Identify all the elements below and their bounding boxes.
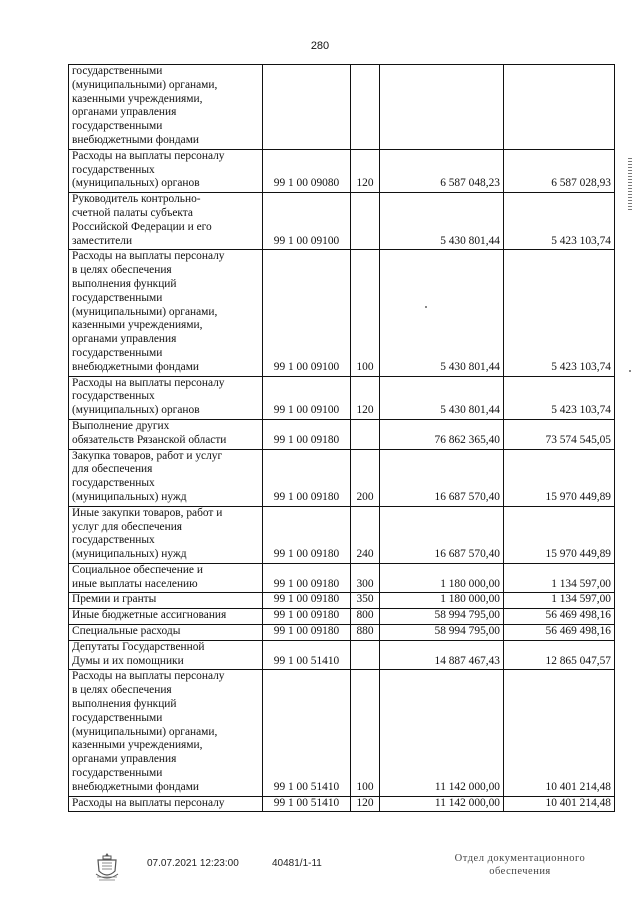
expense-name-cell: Расходы на выплаты персоналу в целях обеспечения выполнения функций государственными (муниципальными) органами, казенными учреждениями, органами управления государственными внебюджетными фондами [69,670,263,796]
planned-amount-cell: 11 142 000,00 [380,796,504,812]
planned-amount-cell: 5 430 801,44 [380,193,504,250]
expense-name-cell: Депутаты Государственной Думы и их помощники [69,640,263,670]
planned-amount-cell: 58 994 795,00 [380,609,504,625]
scan-speck [629,370,631,372]
expense-type-cell [351,640,380,670]
expense-name-cell: Социальное обеспечение и иные выплаты населению [69,563,263,593]
executed-amount-cell: 56 469 498,16 [504,625,615,641]
table-row [69,149,615,192]
expense-type-cell [351,193,380,250]
planned-amount-cell: 16 687 570,40 [380,449,504,506]
planned-amount-cell: 16 687 570,40 [380,506,504,563]
expense-type-cell: 100 [351,670,380,796]
executed-amount-cell: 5 423 103,74 [504,376,615,419]
executed-amount-cell: 12 865 047,57 [504,640,615,670]
executed-amount-cell [504,65,615,150]
table-row [69,625,615,641]
table-row [69,796,615,812]
table-row [69,609,615,625]
executed-amount-cell: 5 423 103,74 [504,193,615,250]
table-row [69,506,615,563]
target-article-code-cell: 99 1 00 09080 [263,149,351,192]
expense-type-cell: 240 [351,506,380,563]
table-row [69,65,615,150]
planned-amount-cell: 58 994 795,00 [380,625,504,641]
expense-name-cell: Премии и гранты [69,593,263,609]
expense-name-cell: Иные бюджетные ассигнования [69,609,263,625]
executed-amount-cell: 73 574 545,05 [504,419,615,449]
expense-type-cell: 200 [351,449,380,506]
expense-type-cell: 880 [351,625,380,641]
budget-table [68,64,615,812]
expense-type-cell: 100 [351,250,380,376]
planned-amount-cell: 76 862 365,40 [380,419,504,449]
footer-department-stamp: Отдел документационного обеспечения [454,853,586,877]
target-article-code-cell: 99 1 00 09180 [263,506,351,563]
expense-name-cell: Специальные расходы [69,625,263,641]
expense-type-cell: 350 [351,593,380,609]
table-row [69,640,615,670]
target-article-code-cell: 99 1 00 09180 [263,609,351,625]
expense-type-cell: 120 [351,796,380,812]
table-row [69,593,615,609]
footer-datetime: 07.07.2021 12:23:00 [147,858,239,869]
expense-name-cell: Расходы на выплаты персоналу [69,796,263,812]
table-row [69,670,615,796]
target-article-code-cell: 99 1 00 09180 [263,593,351,609]
executed-amount-cell: 15 970 449,89 [504,506,615,563]
expense-type-cell: 120 [351,376,380,419]
executed-amount-cell: 56 469 498,16 [504,609,615,625]
target-article-code-cell [263,65,351,150]
expense-name-cell: Расходы на выплаты персоналу в целях обеспечения выполнения функций государственными (муниципальными) органами, казенными учреждениями, органами управления государственными внебюджетными фондами [69,250,263,376]
target-article-code-cell: 99 1 00 51410 [263,796,351,812]
planned-amount-cell: 5 430 801,44 [380,250,504,376]
expense-type-cell: 800 [351,609,380,625]
target-article-code-cell: 99 1 00 51410 [263,670,351,796]
expense-name-cell: Расходы на выплаты персоналу государственных (муниципальных) органов [69,376,263,419]
target-article-code-cell: 99 1 00 09180 [263,625,351,641]
expense-type-cell: 120 [351,149,380,192]
expense-name-cell: Иные закупки товаров, работ и услуг для обеспечения государственных (муниципальных) нужд [69,506,263,563]
planned-amount-cell: 14 887 467,43 [380,640,504,670]
planned-amount-cell: 11 142 000,00 [380,670,504,796]
page-number: 280 [310,40,330,52]
target-article-code-cell: 99 1 00 09100 [263,250,351,376]
planned-amount-cell: 1 180 000,00 [380,593,504,609]
table-row [69,193,615,250]
executed-amount-cell: 1 134 597,00 [504,593,615,609]
table-row [69,449,615,506]
executed-amount-cell: 6 587 028,93 [504,149,615,192]
executed-amount-cell: 5 423 103,74 [504,250,615,376]
planned-amount-cell: 6 587 048,23 [380,149,504,192]
target-article-code-cell: 99 1 00 09100 [263,376,351,419]
expense-name-cell: Закупка товаров, работ и услуг для обеспечения государственных (муниципальных) нужд [69,449,263,506]
expense-type-cell [351,419,380,449]
executed-amount-cell: 10 401 214,48 [504,796,615,812]
table-row [69,250,615,376]
executed-amount-cell: 1 134 597,00 [504,563,615,593]
expense-name-cell: Расходы на выплаты персоналу государственных (муниципальных) органов [69,149,263,192]
coat-of-arms-icon [94,852,120,882]
target-article-code-cell: 99 1 00 09100 [263,193,351,250]
footer-document-number: 40481/1-11 [272,858,322,869]
executed-amount-cell: 10 401 214,48 [504,670,615,796]
expense-type-cell: 300 [351,563,380,593]
expense-type-cell [351,65,380,150]
expense-name-cell: государственными (муниципальными) органами, казенными учреждениями, органами управления государственными внебюджетными фондами [69,65,263,150]
executed-amount-cell: 15 970 449,89 [504,449,615,506]
table-row [69,419,615,449]
planned-amount-cell: 1 180 000,00 [380,563,504,593]
target-article-code-cell: 99 1 00 51410 [263,640,351,670]
expense-name-cell: Руководитель контрольно- счетной палаты субъекта Российской Федерации и его заместители [69,193,263,250]
expense-name-cell: Выполнение других обязательств Рязанской области [69,419,263,449]
scan-speck [425,306,427,308]
table-row [69,376,615,419]
target-article-code-cell: 99 1 00 09180 [263,563,351,593]
planned-amount-cell: 5 430 801,44 [380,376,504,419]
scan-edge-mark [628,158,632,210]
target-article-code-cell: 99 1 00 09180 [263,449,351,506]
target-article-code-cell: 99 1 00 09180 [263,419,351,449]
table-row [69,563,615,593]
planned-amount-cell [380,65,504,150]
